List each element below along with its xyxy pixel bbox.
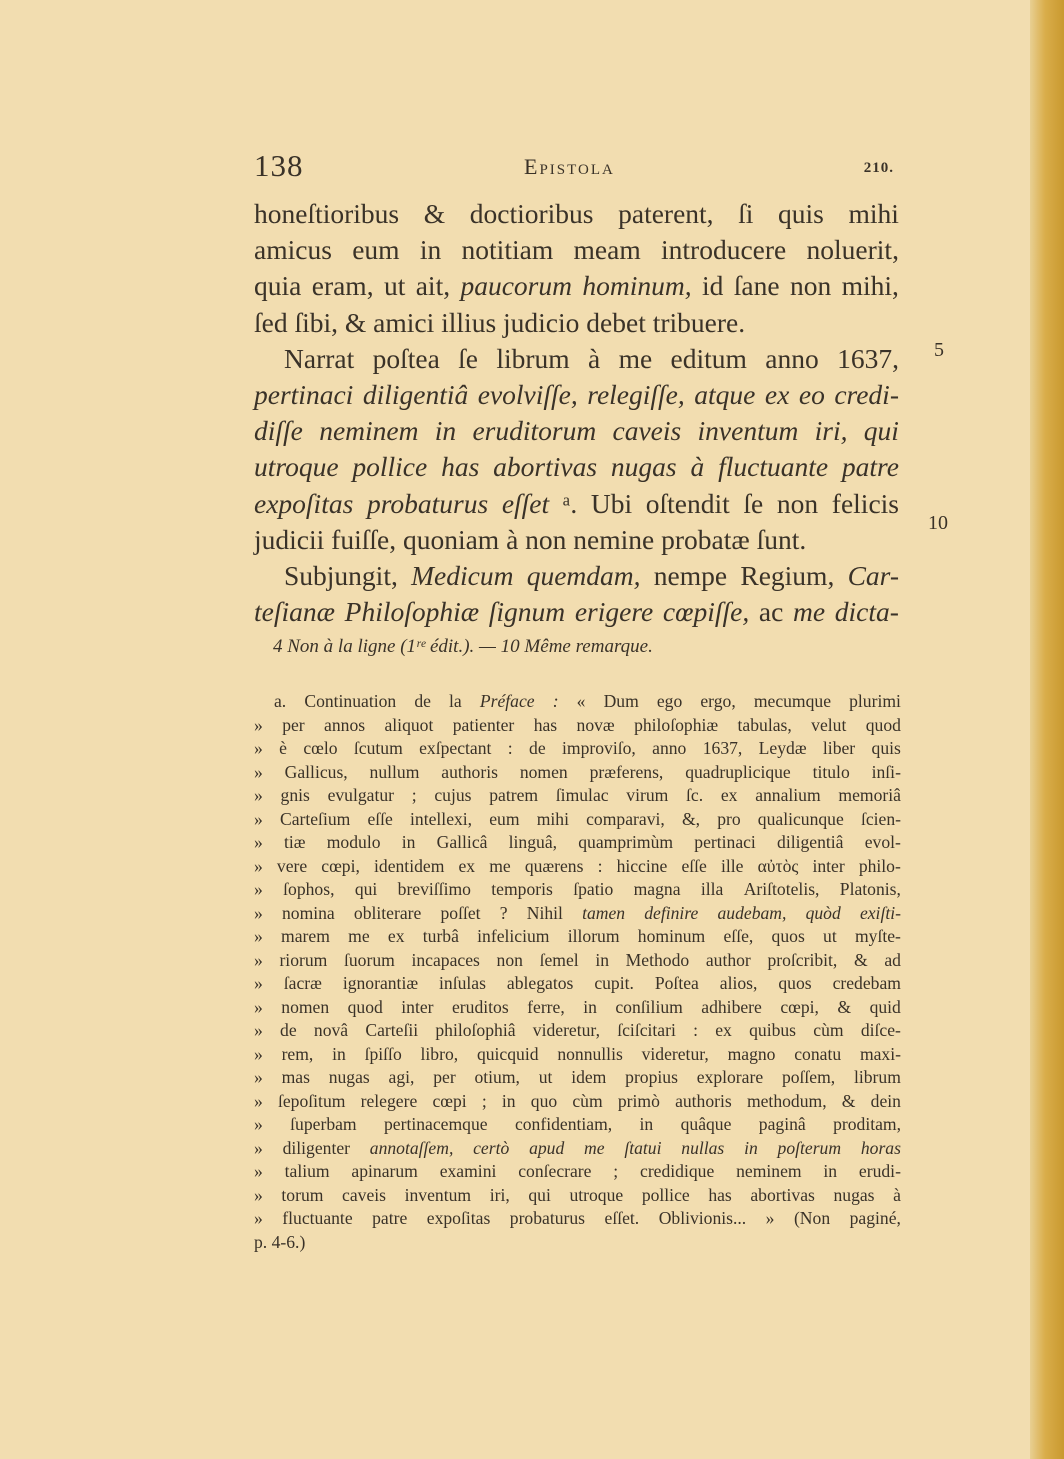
footnote-line: » diligenter annotaſſem, certò apud me ſtatui nullas in poſterum horas <box>254 1137 901 1158</box>
text-line: utroque pollice has abortivas nugas à fluctuante patre <box>254 451 899 483</box>
footnote-line: » è cœlo ſcutum exſpectant : de improviſo, anno 1637, Leydæ liber quis <box>254 738 901 758</box>
text-line: Subjungit, Medicum quemdam, nempe Regium, Car- <box>284 559 899 591</box>
line-number-10: 10 <box>928 512 948 534</box>
line-number-5: 5 <box>934 339 944 361</box>
text-line: Narrat poſtea ſe librum à me editum anno 1637, <box>284 342 899 374</box>
footnote-line: » per annos aliquot patienter has novæ philoſophiæ tabulas, velut quod <box>254 714 901 735</box>
running-title: Epistola <box>524 154 615 179</box>
footnote-line: » de novâ Carteſii philoſophiâ videretur, ſciſcitari : ex quibus cùm diſce- <box>254 1020 901 1040</box>
footnote-line: » fluctuante patre expoſitas probaturus eſſet. Oblivionis... » (Non paginé, <box>254 1208 901 1228</box>
variant-note: 4 Non à la ligne (1ʳᵉ édit.). — 10 Même remarque. <box>273 636 653 657</box>
text-line: teſianæ Philoſophiæ ſignum erigere cœpiſſe, ac me dicta- <box>254 596 899 628</box>
main-text <box>254 196 899 630</box>
footnote <box>254 690 901 1254</box>
footnote-line: » vere cœpi, identidem ex me quærens : hiccine eſſe ille αὐτὸς inter philo- <box>254 855 901 876</box>
text-line: amicus eum in notitiam meam introducere noluerit, <box>254 234 899 266</box>
footnote-line: p. 4-6.) <box>254 1231 306 1252</box>
text-line: pertinaci diligentiâ evolviſſe, relegiſſe, atque ex eo credi- <box>254 378 899 410</box>
text-line: expoſitas probaturus eſſet ᵃ. Ubi oſtendit ſe non felicis <box>254 487 899 519</box>
text-line: diſſe neminem in eruditorum caveis inventum iri, qui <box>254 415 899 447</box>
footnote-line: » riorum ſuorum incapaces non ſemel in Methodo author proſcribit, & ad <box>254 949 901 970</box>
page-header <box>254 148 894 188</box>
footnote-line: » gnis evulgatur ; cujus patrem ſimulac virum ſc. ex annalium memoriâ <box>254 785 901 805</box>
text-line: honeſtioribus & doctioribus paterent, ſi quis mihi <box>254 198 899 229</box>
footnote-line: » rem, in ſpiſſo libro, quicquid nonnullis videretur, magno conatu maxi- <box>254 1043 901 1064</box>
footnote-line: » ſacræ ignorantiæ inſulas ablegatos cupit. Poſtea alios, quos credebam <box>254 973 901 993</box>
text-line: quia eram, ut ait, paucorum hominum, id ſane non mihi, <box>254 270 899 302</box>
footnote-line: » nomen quod inter eruditos ferre, in conſilium adhibere cœpi, & quid <box>254 996 901 1017</box>
footnote-line: » tiæ modulo in Gallicâ linguâ, quamprimùm pertinaci diligentiâ evol- <box>254 832 901 852</box>
text-line: ſed ſibi, & amici illius judicio debet tribuere. <box>254 306 752 338</box>
footnote-line: » nomina obliterare poſſet ? Nihil tamen definire audebam, quòd exiſti- <box>254 902 901 923</box>
footnote-line: » ſuperbam pertinacemque confidentiam, in quâque paginâ proditam, <box>254 1114 901 1134</box>
footnote-line: » mas nugas agi, per otium, ut idem propius explorare poſſem, librum <box>254 1067 901 1087</box>
footnote-line: » torum caveis inventum iri, qui utroque pollice has abortivas nugas à <box>254 1184 901 1205</box>
book-spine-edge <box>1030 0 1064 1459</box>
footnote-line: » ſepoſitum relegere cœpi ; in quo cùm primò authoris methodum, & dein <box>254 1090 901 1111</box>
text-line: judicii fuiſſe, quoniam à non nemine probatæ ſunt. <box>254 523 814 555</box>
footnote-line: » talium apinarum examini conſecrare ; credidique neminem in erudi- <box>254 1161 901 1181</box>
footnote-line: » Carteſium eſſe intellexi, eum mihi comparavi, &, pro qualicunque ſcien- <box>254 808 901 829</box>
footnote-line: » ſophos, qui breviſſimo temporis ſpatio magna illa Ariſtotelis, Platonis, <box>254 879 901 899</box>
footnote-line: » marem me ex turbâ infelicium illorum hominum eſſe, quos ut myſte- <box>254 926 901 946</box>
footnote-line: » Gallicus, nullum authoris nomen præferens, quadruplicique titulo inſi- <box>254 761 901 782</box>
letter-number: 210. <box>863 160 894 176</box>
page-number: 138 <box>254 148 304 183</box>
footnote-line: a. Continuation de la Préface : « Dum ego ergo, mecumque plurimi <box>274 691 901 711</box>
